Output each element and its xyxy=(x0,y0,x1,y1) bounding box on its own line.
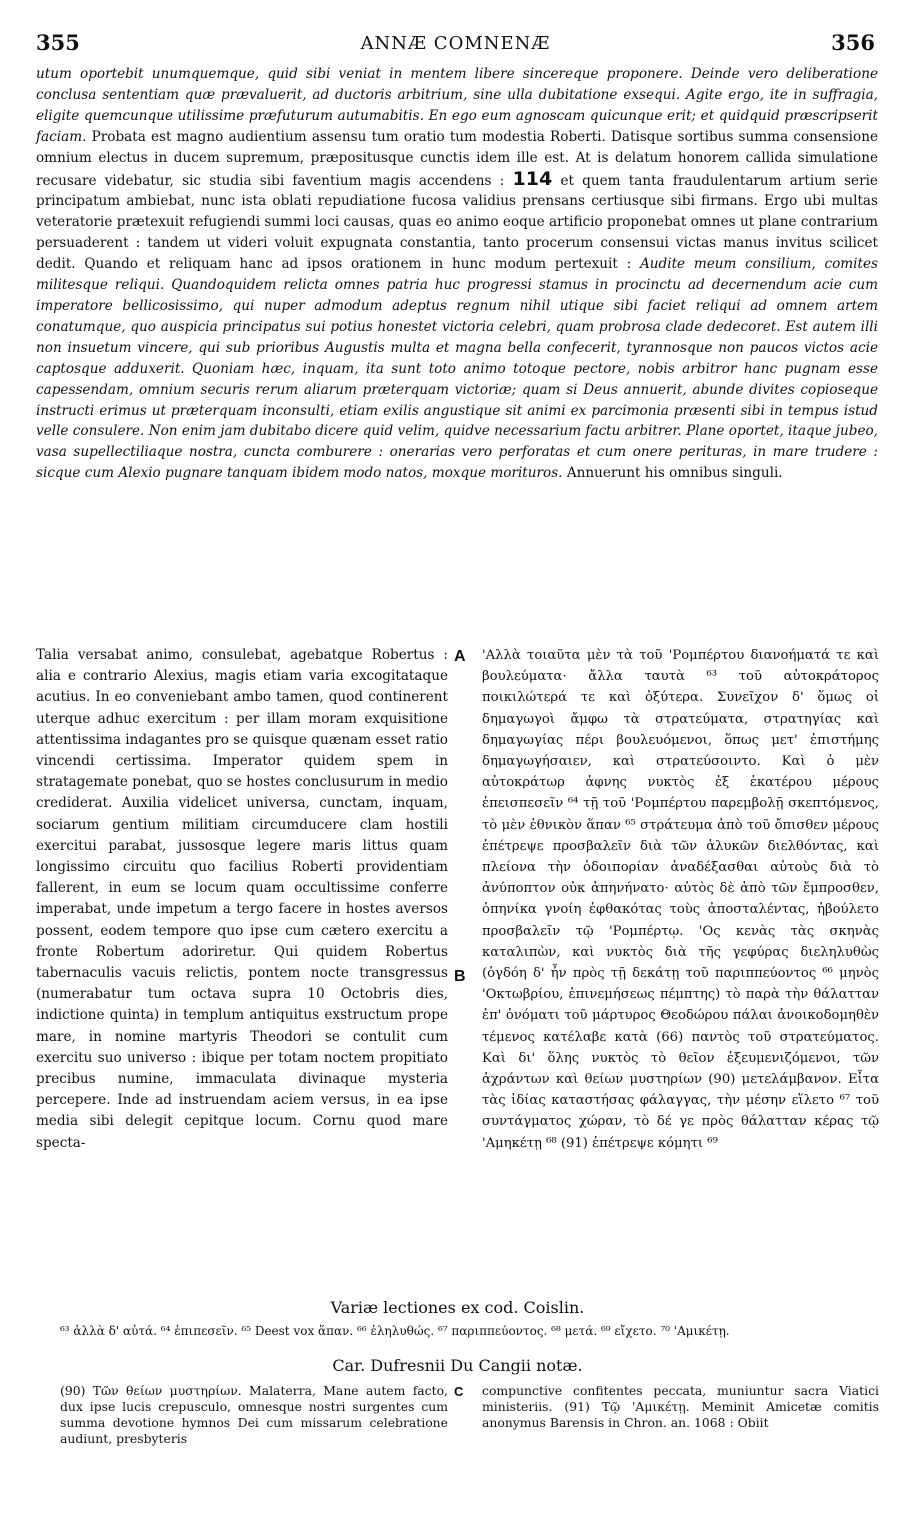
margin-marker-b: B xyxy=(454,968,466,985)
note-text: compunctive confitentes peccata, muniuntur sacra Viatici ministeriis. (91) Τῷ 'Αμικέτῃ. Meminit Amicetæ comitis anonymus Barensis in Chron. an. 1068 : Obiit xyxy=(482,1383,879,1430)
narrative-text: Annuerunt his omnibus singuli. xyxy=(566,465,783,482)
page-header xyxy=(36,30,875,60)
speech-italic: utum oportebit unumquemque, quid sibi veniat in mentem libere sincereque proponere. Deinde vero deliberatione conclusa sententiam quæ prævaluerit, ad ductoris arbitrium, sine ulla dubitatione exsequi. Agite ergo, ite in suffragia, eligite quemcunque utilissime præfuturum autumabitis. En ego eum agnoscam quicunque erit; et quidquid præscripserit faciam. xyxy=(36,66,878,145)
section-number: 114 xyxy=(512,167,553,190)
page-number-right: 356 xyxy=(831,30,875,55)
latin-paragraph: Talia versabat animo, consulebat, agebatque Robertus : alia e contrario Alexius, magis etiam varia excogitataque acutius. In eo conveniebant ambo tamen, quod continerent uterque adhuc exercitum : per illam moram exquisitione attentissima indagantes pro se quisque quænam esset ratio vincendi certissima. Imperator quidem spem in stratagemate ponebat, quo se hostes conclusurum in medio crediderat. Auxilia videlicet universa, cunctam, inquam, sociarum gentium militiam circumducere clam hostili exercitui parabat, jussosque legere maris littus quam longissimo circuitu quo facilius Roberti providentiam fallerent, in eum se locum quam occultissime conferre imperabat, unde impetum a tergo facere in hostes aversos possent, eodem tempore quo ipse cum cætero exercitu a fronte Robertum adoriretur. Qui quidem Robertus tabernaculis vacuis relictis, pontem nocte transgressus (numerabatur tum octava supra 10 Octobris dies, indictione quinta) in templum antiquitus exstructum prope mare, in nomine martyris Theodori se contulit cum exercitu suo universo : ibique per totam noctem propitiato precibus numine, immaculata divinaque mysteria percepere. Inde ad instruendam aciem versus, in ea ipse media sibi delegit cepitque locum. Cornu quod mare specta- xyxy=(36,647,448,1151)
running-title: ANNÆ COMNENÆ xyxy=(360,33,551,54)
latin-column xyxy=(36,645,448,1154)
greek-paragraph: 'Αλλὰ τοιαῦτα μὲν τὰ τοῦ 'Ρομπέρτου διανοήματά τε καὶ βουλεύματα· ἄλλα ταυτὰ ⁶³ τοῦ αὐτοκράτορος ποικιλώτερά τε καὶ ὀξύτερα. Συνεῖχον δ' ὅμως οἱ δημαγωγοὶ ἄμφω τὰ στρατεύματα, στρατηγίας καὶ δημαγωγίας πέρι βουλευόμενοι, ὅπως μετ' ἐπιστήμης δημαγωγήσαιεν, καὶ στρατεύσοιντο. Καὶ ὁ μὲν αὐτοκράτωρ ἀφνης νυκτὸς ἐξ ἑκατέρου μέρους ἐπεισπεσεῖν ⁶⁴ τῇ τοῦ 'Ρομπέρτου παρεμβολῇ σκεπτόμενος, τὸ μὲν ἐθνικὸν ἅπαν ⁶⁵ στράτευμα ἀπὸ τοῦ ὄπισθεν μέρους ἐπέτρεψε προσβαλεῖν διὰ τῶν ἁλυκῶν διελθόντας, καὶ πλείονα τὴν ὁδοιπορίαν ἀναδέξασθαι αὐτοὺς διὰ τὸ ἀνύποπτον οὐκ ἀπηνήνατο· αὐτὸς δὲ ἀπὸ τῶν ἔμπροσθεν, ὁπηνίκα γνοίη ἐφθακότας τοὺς ἀποσταλέντας, ἠβούλετο προσβαλεῖν τῷ 'Ρομπέρτῳ. 'Ος κενὰς τὰς σκηνὰς καταλιπὼν, καὶ νυκτὸς διὰ τῆς γεφύρας διεληλυθὼς (ὀγδόη δ' ἦν πρὸς τῇ δεκάτῃ τοῦ παριππεύοντος ⁶⁶ μηνὸς 'Οκτωβρίου, ἐπινεμήσεως πέμπτης) τὸ παρὰ τὴν θάλατταν ἐπ' ὀνόματι τοῦ μάρτυρος Θεοδώρου πάλαι ἀνοικοδομηθὲν τέμενος κατέλαβε κατὰ (66) παντὸς τοῦ στρατεύματος. Καὶ δι' ὅλης νυκτὸς τὸ θεῖον ἐξευμενιζόμενοι, τῶν ἀχράντων καὶ θείων μυστηρίων (90) μετελάμβανον. Εἶτα τὰς ἰδίας καταστήσας φάλαγγας, τὴν μέσην εἵλετο ⁶⁷ τοῦ συντάγματος χώραν, τὸ δέ γε πρὸς θάλατταν κέρας τῷ 'Αμηκέτῃ ⁶⁸ (91) ἐπέτρεψε κόμητι ⁶⁹ xyxy=(482,648,879,1151)
margin-marker-a: A xyxy=(454,648,466,665)
latin-upper-text xyxy=(36,64,878,484)
variae-lectiones-title: Variæ lectiones ex cod. Coislin. xyxy=(330,1298,585,1317)
notes-title: Car. Dufresnii Du Cangii notæ. xyxy=(332,1356,583,1375)
notes-right-column xyxy=(482,1383,879,1431)
variae-lectiones xyxy=(60,1322,880,1340)
notes-left-column xyxy=(60,1383,448,1447)
speech-italic: Audite meum consilium, comites militesque reliqui. Quandoquidem relicta omnes patria huc progressi stamus in procinctu ad decernendum acie cum imperatore bellicosissimo, qui nuper admodum adeptus regnum nihil utique sibi faciet reliqui ad omnem artem conatumque, quo auspicia principatus sui potius honestet victoria celebri, quam probrosa clade dedecoret. Est autem illi non insuetum vincere, qui sub prioribus Augustis multa et magna bella confecerit, tyrannosque non paucos victos acie captosque adduxerit. Quoniam hæc, inquam, ita sunt toto animo totoque pectore, nobis arbitror hanc pugnam esse capessendam, omnium securis rerum aliarum præterquam victoriæ; quam si Deus annuerit, abunde divites copioseque instructi erimus ut præterquam inconsulti, etiam exilis angustique sit animi ex parcimonia præsenti sibi in tempus istud velle consulere. Non enim jam dubitabo dicere quid velim, quidve necessarium factu arbitrer. Plane oportet, itaque jubeo, vasa supellectiliaque nostra, cuncta comburere : onerarias vero perforatas et cum onere perituras, in mare trudere : sicque cum Alexio pugnare tanquam ibidem modo natos, moxque morituros. xyxy=(36,256,878,482)
narrative-text: Probata est magno audientium assensu tum oratio tum modestia Roberti. Datisque sortibus summa consensione omnium electus in ducem supremum, præpositusque cunctis idem ille est. At is delatum honorem callida simulatione recusare videbatur, sic studia sibi faventium magis accendens : xyxy=(36,128,878,189)
page-number-left: 355 xyxy=(36,30,80,55)
paragraph xyxy=(36,64,878,484)
note-text: (90) Τῶν θείων μυστηρίων. Malaterra, Mane autem facto, dux ipse lucis crepusculo, omnesque nostri surgentes cum summa devotione hymnos Dei cum missarum celebratione audiunt, presbyteris xyxy=(60,1383,448,1446)
margin-marker-c: C xyxy=(454,1384,464,1399)
greek-column xyxy=(482,645,879,1154)
variae-text: ⁶³ ἀλλὰ δ' αὐτά. ⁶⁴ ἐπιπεσεῖν. ⁶⁵ Deest vox ἅπαν. ⁶⁶ ἐληλυθώς. ⁶⁷ παριππεύοντος. ⁶⁸ μετά. ⁶⁹ εἴχετο. ⁷⁰ 'Αμικέτῃ. xyxy=(60,1324,730,1338)
narrative-text: et quem tanta fraudulentarum artium serie principatum ambiebat, nunc ista oblati repudiatione fucosa validius prensans certiusque sibi firmans. Ergo ubi multas veteratorie prætexuit refugiendi summi loci causas, quas eo animo eoque artificio proponebat omnes ut plane contrarium persuaderent : tandem ut videri voluit expugnata constantia, tanto procerum consensui victas manus invitus scilicet dedit. Quando et reliquam hanc ad ipsos orationem in hunc modum pertexuit : xyxy=(36,172,878,273)
